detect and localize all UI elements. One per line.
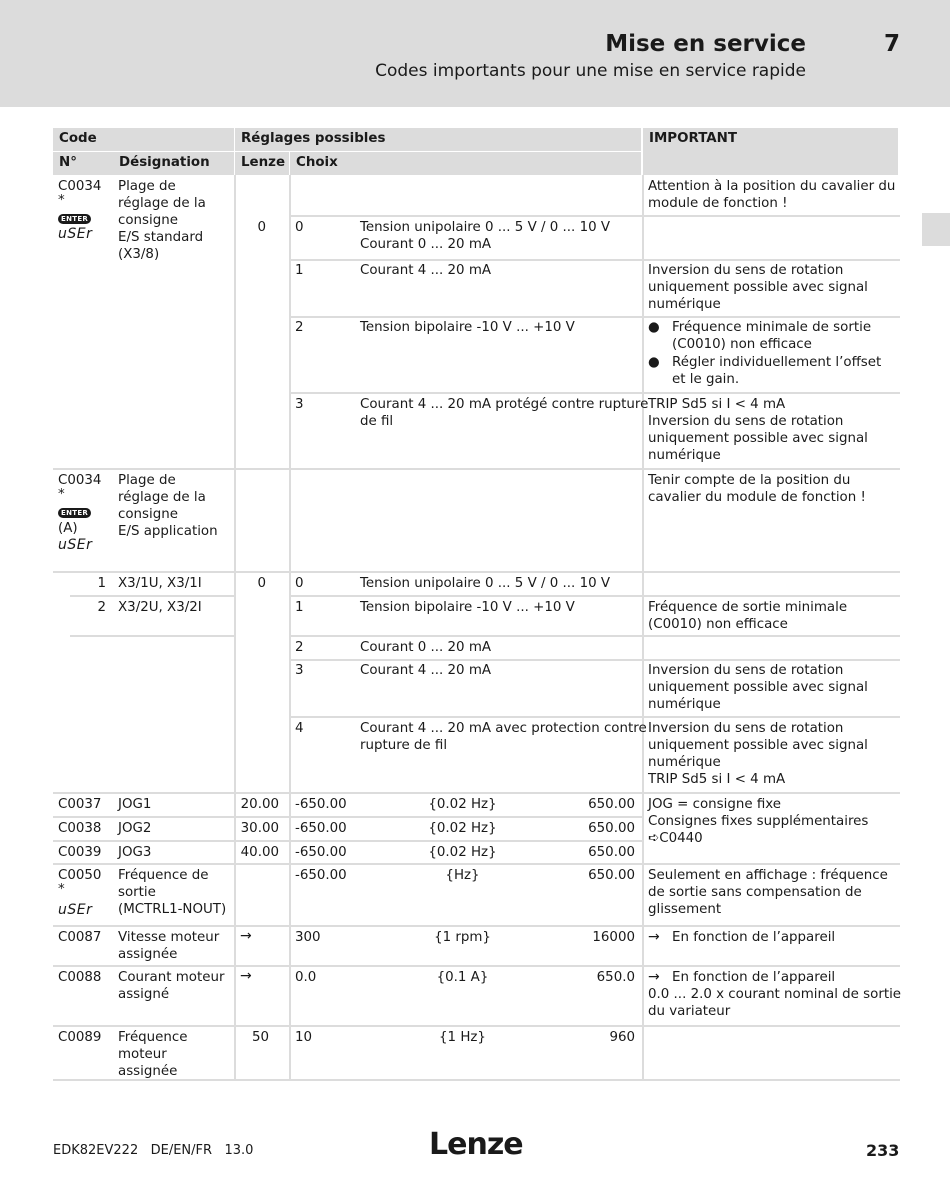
important-bullets [648, 319, 898, 389]
choice-line: Courant 4 ... 20 mA protégé contre rupture [360, 397, 649, 412]
important-cell [648, 929, 835, 946]
row-divider [290, 716, 900, 718]
important-line: Inversion du sens de rotation [648, 721, 844, 736]
important-cell [648, 396, 868, 464]
designation-cell [118, 969, 224, 1003]
important-cell [648, 599, 847, 633]
code-value: C0034 [58, 179, 102, 194]
range-min: 300 [295, 930, 321, 945]
star-mark: * [58, 487, 65, 502]
important-line: En fonction de l’appareil [672, 970, 836, 985]
choice-line: rupture de fil [360, 738, 448, 753]
range-unit: {1 Hz} [439, 1030, 486, 1045]
designation-line: Plage de [118, 473, 176, 488]
range-unit: {0.1 A} [436, 970, 489, 985]
designation-line: (MCTRL1-NOUT) [118, 902, 227, 917]
range-min: 0.0 [295, 970, 317, 985]
important-line: Inversion du sens de rotation [648, 663, 844, 678]
important-line: module de fonction ! [648, 196, 788, 211]
th-no: N° [53, 152, 113, 175]
designation-cell: JOG3 [118, 845, 152, 860]
code-value: C0034 [58, 473, 102, 488]
designation-line: consigne [118, 213, 178, 228]
choice-text [360, 219, 610, 253]
choice-line: Tension unipolaire 0 ... 5 V / 0 ... 10 V [360, 220, 611, 235]
code-value: C0050 [58, 868, 102, 883]
lenze-default: 30.00 [240, 821, 279, 836]
document-reference: EDK82EV222 DE/EN/FR 13.0 [53, 1143, 254, 1158]
row-divider [290, 259, 900, 261]
bullet-icon: ● [648, 320, 660, 335]
important-line: glissement [648, 902, 722, 917]
important-line: Attention à la position du cavalier du [648, 179, 896, 194]
code-value: C0039 [58, 845, 102, 860]
range-unit: {0.02 Hz} [428, 797, 497, 812]
important-line: Inversion du sens de rotation [648, 414, 844, 429]
range-max: 960 [609, 1030, 635, 1045]
choice-text: Courant 4 ... 20 mA [360, 263, 492, 278]
th-reglages: Réglages possibles [235, 128, 641, 151]
page-title: Mise en service [605, 31, 806, 57]
important-cell [648, 867, 888, 918]
arrow-icon: → [648, 969, 660, 985]
important-line: 0.0 ... 2.0 x courant nominal de sortie [648, 987, 902, 1002]
enter-key-icon: ENTER [58, 214, 91, 224]
choice-no: 3 [295, 397, 304, 412]
choice-no: 3 [295, 663, 304, 678]
user-menu-icon: uSEr [58, 537, 93, 553]
designation-line: E/S standard [118, 230, 204, 245]
choice-no: 2 [295, 640, 304, 655]
lenze-logo: Lenze [429, 1127, 523, 1162]
row-divider [53, 863, 900, 865]
arrow-icon: → [648, 929, 660, 945]
col-divider [289, 175, 291, 1081]
important-cell [648, 178, 895, 212]
designation-cell [118, 472, 218, 540]
important-line: uniquement possible avec signal [648, 431, 868, 446]
th-lenze: Lenze [235, 152, 289, 175]
row-divider [53, 816, 643, 818]
range-min: -650.00 [295, 845, 347, 860]
range-max: 650.00 [588, 797, 635, 812]
code-value: C0037 [58, 797, 102, 812]
row-divider [290, 635, 900, 637]
choice-no: 1 [295, 600, 304, 615]
range-unit: {0.02 Hz} [428, 845, 497, 860]
range-unit: {1 rpm} [434, 930, 491, 945]
range-unit: {Hz} [445, 868, 480, 883]
choice-line: Courant 0 ... 20 mA [360, 237, 492, 252]
bullet-text [672, 354, 881, 388]
important-line: cavalier du module de fonction ! [648, 490, 866, 505]
important-line: Fréquence de sortie minimale [648, 600, 848, 615]
important-cell [648, 796, 868, 847]
choice-text: Courant 4 ... 20 mA [360, 663, 492, 678]
range-min: 10 [295, 1030, 313, 1045]
important-line: numérique [648, 697, 721, 712]
important-line: numérique [648, 755, 721, 770]
important-cell [648, 720, 868, 788]
user-menu-icon: uSEr [58, 226, 93, 242]
designation-line: consigne [118, 507, 178, 522]
row-divider [53, 792, 900, 794]
arrow-icon: → [240, 928, 252, 944]
range-min: -650.00 [295, 868, 347, 883]
important-line: (C0010) non efficace [648, 617, 788, 632]
important-line: Seulement en affichage : fréquence [648, 868, 888, 883]
th-code: Code [53, 128, 234, 151]
sub-name: X3/1U, X3/1I [118, 576, 202, 591]
designation-cell [118, 178, 206, 263]
star-mark: * [58, 193, 65, 208]
designation-line: Courant moteur [118, 970, 225, 985]
choice-no: 2 [295, 320, 304, 335]
sub-no: 1 [97, 576, 106, 591]
important-line: du variateur [648, 1004, 731, 1019]
designation-line: Fréquence [118, 1030, 188, 1045]
row-divider [53, 1025, 900, 1027]
important-cell [648, 969, 901, 1020]
important-line: uniquement possible avec signal [648, 738, 868, 753]
designation-line: réglage de la [118, 196, 206, 211]
star-mark: * [58, 882, 65, 897]
choice-text: Tension bipolaire -10 V ... +10 V [360, 320, 575, 335]
choice-text [360, 720, 647, 754]
choice-no: 1 [295, 263, 304, 278]
range-max: 650.00 [588, 868, 635, 883]
code-value: C0087 [58, 930, 102, 945]
important-line: numérique [648, 448, 721, 463]
row-divider [70, 595, 235, 597]
col-divider [642, 175, 644, 1081]
important-line: numérique [648, 297, 721, 312]
bullet-line: Régler individuellement l’offset [672, 355, 882, 370]
important-line: de sortie sans compensation de [648, 885, 862, 900]
designation-cell [118, 929, 219, 963]
page-subtitle: Codes importants pour une mise en service rapide [375, 61, 806, 81]
row-divider [53, 840, 643, 842]
designation-line: E/S application [118, 524, 218, 539]
range-max: 16000 [592, 930, 635, 945]
important-cell [648, 472, 866, 506]
row-divider [53, 571, 900, 573]
important-line: Consignes fixes supplémentaires [648, 814, 869, 829]
th-choix: Choix [290, 152, 641, 175]
designation-cell [118, 1029, 188, 1080]
sub-name: X3/2U, X3/2I [118, 600, 202, 615]
row-divider [290, 316, 900, 318]
code-cell [58, 472, 101, 554]
code-value: C0088 [58, 970, 102, 985]
lenze-default: 40.00 [240, 845, 279, 860]
row-divider [70, 635, 235, 637]
important-line: uniquement possible avec signal [648, 680, 868, 695]
code-cell [58, 178, 101, 243]
choice-no: 0 [295, 576, 304, 591]
chapter-number: 7 [884, 31, 901, 57]
designation-line: Fréquence de [118, 868, 209, 883]
range-unit: {0.02 Hz} [428, 821, 497, 836]
sub-no: 2 [97, 600, 106, 615]
important-cell [648, 262, 868, 313]
designation-cell: JOG2 [118, 821, 152, 836]
important-line: JOG = consigne fixe [648, 797, 782, 812]
col-divider [234, 175, 236, 1081]
designation-line: assignée [118, 947, 178, 962]
designation-line: moteur [118, 1047, 167, 1062]
page-header [0, 0, 950, 107]
page-number: 233 [866, 1141, 900, 1160]
designation-line: réglage de la [118, 490, 206, 505]
row-divider [290, 659, 900, 661]
important-line: Tenir compte de la position du [648, 473, 851, 488]
choice-no: 0 [295, 220, 304, 235]
row-divider [290, 392, 900, 394]
designation-line: Plage de [118, 179, 176, 194]
bullet-text [672, 319, 871, 353]
choice-text: Courant 0 ... 20 mA [360, 640, 492, 655]
important-line: En fonction de l’appareil [672, 930, 836, 945]
important-cell [648, 662, 868, 713]
designation-line: assigné [118, 987, 170, 1002]
choice-no: 4 [295, 721, 304, 736]
designation-line: assignée [118, 1064, 178, 1079]
choice-line: Courant 4 ... 20 mA avec protection contre [360, 721, 647, 736]
bullet-line: (C0010) non efficace [672, 337, 812, 352]
reference-code: C0440 [659, 831, 703, 846]
code-cell [58, 867, 101, 919]
lenze-default: 0 [257, 576, 266, 591]
choice-text [360, 396, 648, 430]
choice-line: de fil [360, 414, 394, 429]
designation-line: sortie [118, 885, 156, 900]
bullet-line: Fréquence minimale de sortie [672, 320, 872, 335]
designation-cell: JOG1 [118, 797, 152, 812]
enter-key-icon: ENTER [58, 508, 91, 518]
lenze-default: 20.00 [240, 797, 279, 812]
chapter-tab-marker [922, 213, 950, 246]
choice-text: Tension bipolaire -10 V ... +10 V [360, 600, 575, 615]
th-important: IMPORTANT [643, 128, 898, 175]
designation-cell [118, 867, 226, 918]
designation-line: (X3/8) [118, 247, 160, 262]
row-divider [53, 468, 900, 470]
important-line: Inversion du sens de rotation [648, 263, 844, 278]
lenze-default: 0 [257, 220, 266, 235]
choice-text: Tension unipolaire 0 ... 5 V / 0 ... 10 V [360, 576, 611, 591]
row-divider [290, 215, 900, 217]
important-line: TRIP Sd5 si I < 4 mA [648, 397, 786, 412]
code-value: C0038 [58, 821, 102, 836]
bullet-icon: ● [648, 355, 660, 370]
user-menu-icon: uSEr [58, 902, 93, 918]
bullet-line: et le gain. [672, 372, 740, 387]
arrow-icon: → [240, 968, 252, 984]
range-min: -650.00 [295, 821, 347, 836]
designation-line: Vitesse moteur [118, 930, 220, 945]
range-max: 650.00 [588, 821, 635, 836]
range-min: -650.00 [295, 797, 347, 812]
row-divider [53, 965, 900, 967]
lenze-default: 50 [251, 1030, 269, 1045]
code-value: C0089 [58, 1030, 102, 1045]
important-line: uniquement possible avec signal [648, 280, 868, 295]
row-divider [290, 595, 900, 597]
a-label: (A) [58, 521, 78, 536]
th-designation: Désignation [113, 152, 234, 175]
range-max: 650.00 [588, 845, 635, 860]
important-line: TRIP Sd5 si I < 4 mA [648, 772, 786, 787]
reference-arrow-icon: ➪ [648, 831, 660, 846]
range-max: 650.0 [596, 970, 635, 985]
row-divider [53, 925, 900, 927]
